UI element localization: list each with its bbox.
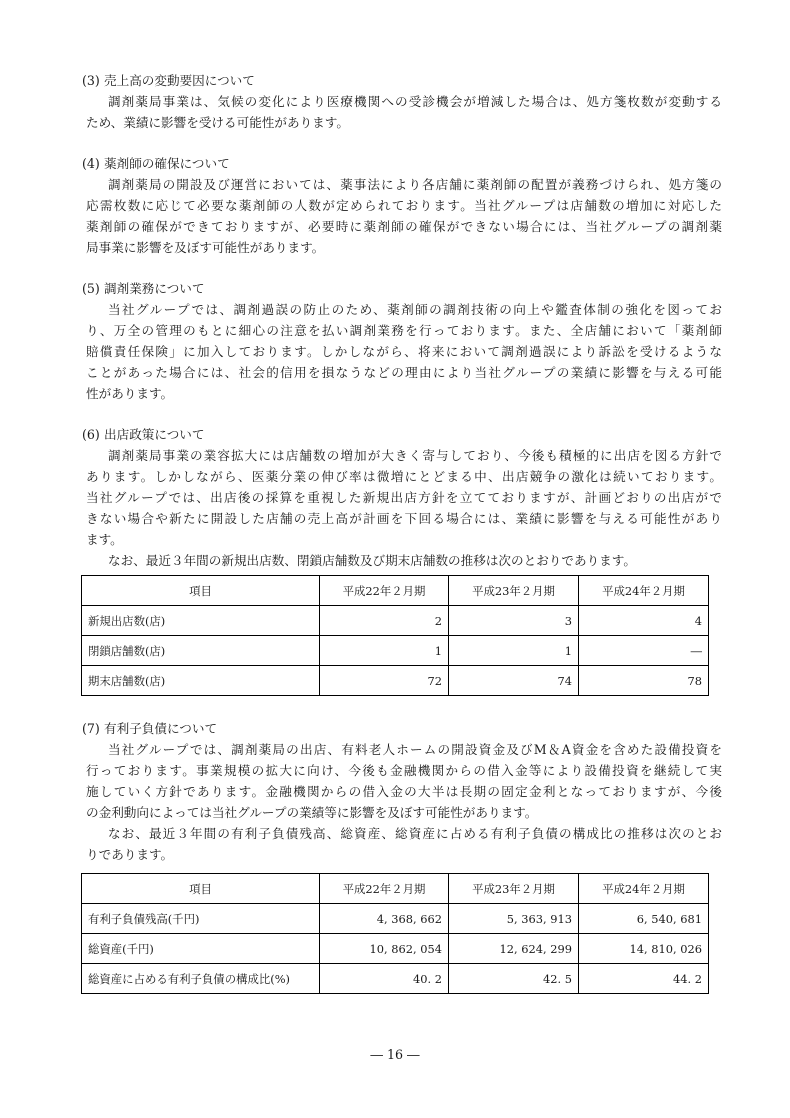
table-cell: 14, 810, 026	[579, 934, 709, 964]
text-line: 当社グループでは、調剤過誤の防止のため、薬剤師の調剤技術の向上や鑑査体制の強化を図ってお	[108, 302, 722, 317]
column-header: 項目	[82, 874, 320, 904]
page-number: ― 16 ―	[370, 1047, 420, 1062]
text-line: きない場合や新たに開設した店舗の売上高が計画を下回る場合には、業績に影響を与える可能性があり	[86, 511, 722, 526]
table-cell: 4, 368, 662	[320, 904, 449, 934]
text-line: りであります。	[86, 847, 174, 862]
table-header-row	[82, 576, 709, 606]
row-label: 閉鎖店舗数(店)	[82, 636, 320, 666]
text-line: 当社グループでは、出店後の採算を重視した新規出店方針を立てておりますが、計画どおりの出店がで	[86, 490, 722, 505]
table-cell: 78	[579, 666, 709, 696]
section-3-body	[82, 91, 722, 133]
section-5-body	[82, 299, 722, 404]
section-4	[82, 153, 722, 258]
column-header: 項目	[82, 576, 320, 606]
section-3	[82, 70, 722, 133]
text-line: 行っております。事業規模の拡大に向け、今後も金融機関からの借入金等により設備投資を継続して実	[86, 763, 722, 778]
text-line: 応需枚数に応じて必要な薬剤師の人数が定められております。当社グループは店舗数の増加に対応した	[86, 198, 722, 213]
column-header: 平成22年２月期	[320, 874, 449, 904]
table-cell: 4	[579, 606, 709, 636]
column-header: 平成23年２月期	[449, 874, 579, 904]
column-header: 平成24年２月期	[579, 874, 709, 904]
section-4-heading: (4) 薬剤師の確保について	[82, 156, 230, 171]
text-line: 調剤薬局事業の業容拡大には店舗数の増加が大きく寄与しており、今後も積極的に出店を図る方針で	[108, 448, 722, 463]
text-line: ことがあった場合には、社会的信用を損なうなどの理由により当社グループの業績に影響を与える可能	[86, 365, 722, 380]
row-label: 新規出店数(店)	[82, 606, 320, 636]
row-label: 総資産に占める有利子負債の構成比(%)	[82, 964, 320, 994]
text-line: ため、業績に影響を受ける可能性があります。	[86, 115, 349, 130]
text-line: り、万全の管理のもとに細心の注意を払い調剤業務を行っております。また、全店舗において「薬剤師	[86, 323, 722, 338]
text-line: 調剤薬局の開設及び運営においては、薬事法により各店舗に薬剤師の配置が義務づけられ、処方箋の	[108, 177, 722, 192]
table-header-row	[82, 874, 709, 904]
row-label: 有利子負債残高(千円)	[82, 904, 320, 934]
table-cell: 10, 862, 054	[320, 934, 449, 964]
text-line: 性があります。	[86, 386, 174, 401]
text-line: の金利動向によっては当社グループの業績等に影響を及ぼす可能性があります。	[86, 805, 538, 820]
table-cell: 40. 2	[320, 964, 449, 994]
text-line: 賠償責任保険」に加入しております。しかしながら、将来において調剤過誤により訴訟を受けるような	[86, 344, 722, 359]
text-line: 薬剤師の確保ができておりますが、必要時に薬剤師の確保ができない場合には、当社グループの調剤薬	[86, 219, 722, 234]
table-row	[82, 964, 709, 994]
column-header: 平成23年２月期	[449, 576, 579, 606]
section-5-heading: (5) 調剤業務について	[82, 281, 205, 296]
table-cell: 42. 5	[449, 964, 579, 994]
table-cell: 2	[320, 606, 449, 636]
table-cell: 44. 2	[579, 964, 709, 994]
table-cell: 6, 540, 681	[579, 904, 709, 934]
interest-bearing-debt-table	[81, 873, 709, 994]
section-3-heading: (3) 売上高の変動要因について	[82, 73, 255, 88]
table-cell: ―	[579, 636, 709, 666]
table-row	[82, 606, 709, 636]
table-row	[82, 666, 709, 696]
text-line: 施していく方針であります。金融機関からの借入金の大半は長期の固定金利となっておりますが、今後	[86, 784, 722, 799]
table-cell: 1	[320, 636, 449, 666]
table-cell: 5, 363, 913	[449, 904, 579, 934]
table-cell: 74	[449, 666, 579, 696]
table-row	[82, 636, 709, 666]
table-cell: 3	[449, 606, 579, 636]
table-cell: 1	[449, 636, 579, 666]
section-6	[82, 424, 722, 571]
table-cell: 72	[320, 666, 449, 696]
row-label: 総資産(千円)	[82, 934, 320, 964]
section-7-heading: (7) 有利子負債について	[82, 721, 218, 736]
section-5	[82, 278, 722, 404]
table-row	[82, 904, 709, 934]
section-6-heading: (6) 出店政策について	[82, 427, 205, 442]
section-4-body	[82, 174, 722, 258]
column-header: 平成22年２月期	[320, 576, 449, 606]
row-label: 期末店舗数(店)	[82, 666, 320, 696]
text-line: 調剤薬局事業は、気候の変化により医療機関への受診機会が増減した場合は、処方箋枚数が変動する	[108, 94, 722, 109]
table-cell: 12, 624, 299	[449, 934, 579, 964]
text-line: あります。しかしながら、医薬分業の伸び率は微増にとどまる中、出店競争の激化は続いております。	[86, 469, 722, 484]
section-7	[82, 718, 722, 865]
text-line: 局事業に影響を及ぼす可能性があります。	[86, 240, 325, 255]
text-line: 当社グループでは、調剤薬局の出店、有料老人ホームの開設資金及びM＆A資金を含めた設備投資を	[108, 742, 722, 757]
text-line: ます。	[86, 532, 123, 547]
store-count-table	[81, 575, 709, 696]
column-header: 平成24年２月期	[579, 576, 709, 606]
section-7-body	[82, 739, 722, 865]
section-6-body	[82, 445, 722, 571]
text-line: なお、最近３年間の新規出店数、閉鎖店舗数及び期末店舗数の推移は次のとおりであります。	[108, 553, 636, 568]
table-row	[82, 934, 709, 964]
text-line: なお、最近３年間の有利子負債残高、総資産、総資産に占める有利子負債の構成比の推移は次のとお	[108, 826, 722, 841]
